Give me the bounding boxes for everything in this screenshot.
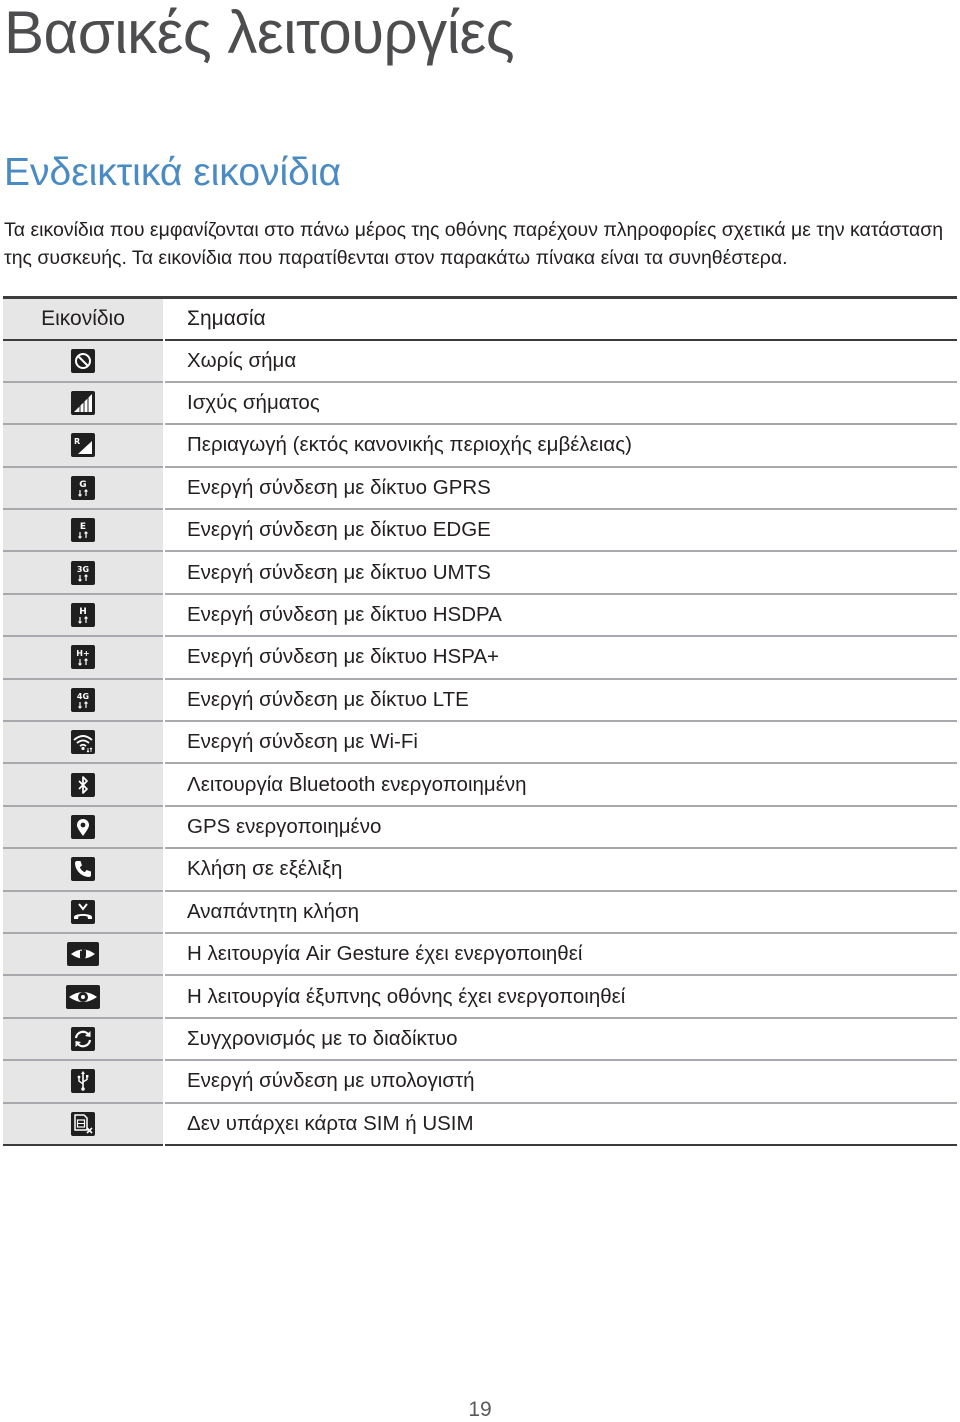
gprs-letter: G xyxy=(79,479,87,490)
lte-letter: 4G xyxy=(76,691,90,701)
table-row xyxy=(3,467,957,509)
row-meaning: Περιαγωγή (εκτός κανονικής περιοχής εμβέλειας) xyxy=(187,433,632,457)
air-gesture-icon xyxy=(67,942,99,966)
table-row xyxy=(3,1018,957,1060)
row-meaning: Η λειτουργία έξυπνης οθόνης έχει ενεργοποιηθεί xyxy=(187,984,626,1008)
table-row xyxy=(3,721,957,763)
umts-letter: 3G xyxy=(76,564,90,574)
row-meaning: Δεν υπάρχει κάρτα SIM ή USIM xyxy=(187,1111,474,1135)
table-row xyxy=(3,891,957,933)
roaming-icon xyxy=(71,433,95,457)
hspa-plus-icon xyxy=(71,645,95,669)
no-sim-icon xyxy=(71,1112,95,1136)
table-row xyxy=(3,806,957,848)
bluetooth-icon xyxy=(71,773,95,797)
gprs-icon xyxy=(71,476,95,500)
row-meaning: Ενεργή σύνδεση με υπολογιστή xyxy=(187,1069,475,1093)
table-row xyxy=(3,382,957,424)
intro-paragraph: Τα εικονίδια που εμφανίζονται στο πάνω μέρος της οθόνης παρέχουν πληροφορίες σχετικά με την κατάσταση της συσκευής. Τα εικονίδια που παρατίθενται στον παρακάτω πίνακα είναι τα συνηθέστερα. xyxy=(4,219,944,269)
chapter-title: Βασικές λειτουργίες xyxy=(4,0,515,66)
table-row xyxy=(3,933,957,975)
status-icons-table xyxy=(3,296,957,1146)
table-row xyxy=(3,509,957,551)
missed-call-icon xyxy=(71,900,95,924)
table-row xyxy=(3,763,957,805)
table-row xyxy=(3,551,957,593)
table-row xyxy=(3,975,957,1017)
table-row xyxy=(3,848,957,890)
umts-icon xyxy=(71,561,95,585)
gps-icon xyxy=(71,815,95,839)
row-meaning: Η λειτουργία Air Gesture έχει ενεργοποιηθεί xyxy=(187,942,583,966)
row-meaning: Λειτουργία Bluetooth ενεργοποιημένη xyxy=(187,772,527,796)
lte-icon xyxy=(71,688,95,712)
hsdpa-letter: H xyxy=(79,607,87,618)
row-meaning: Ενεργή σύνδεση με δίκτυο GPRS xyxy=(187,475,491,499)
table-row xyxy=(3,594,957,636)
table-row xyxy=(3,1103,957,1145)
roaming-letter: R xyxy=(74,437,81,447)
table-row xyxy=(3,424,957,466)
table-header-row xyxy=(3,298,957,340)
row-meaning: Ενεργή σύνδεση με Wi-Fi xyxy=(187,730,418,754)
edge-letter: E xyxy=(79,522,87,533)
header-meaning: Σημασία xyxy=(187,306,266,330)
row-meaning: Συγχρονισμός με το διαδίκτυο xyxy=(187,1026,458,1050)
row-meaning: GPS ενεργοποιημένο xyxy=(187,814,382,838)
page-number: 19 xyxy=(468,1398,492,1421)
row-meaning: Ενεργή σύνδεση με δίκτυο HSDPA xyxy=(187,603,502,627)
row-meaning: Ενεργή σύνδεση με δίκτυο EDGE xyxy=(187,518,491,542)
table-row xyxy=(3,340,957,382)
row-meaning: Ενεργή σύνδεση με δίκτυο HSPA+ xyxy=(187,645,500,669)
row-meaning: Ενεργή σύνδεση με δίκτυο UMTS xyxy=(187,560,491,584)
row-meaning: Ενεργή σύνδεση με δίκτυο LTE xyxy=(187,687,469,711)
row-meaning: Χωρίς σήμα xyxy=(187,348,297,372)
row-meaning: Αναπάντητη κλήση xyxy=(187,899,360,923)
no-signal-icon xyxy=(71,349,95,373)
row-meaning: Κλήση σε εξέλιξη xyxy=(187,857,343,881)
wifi-icon xyxy=(71,730,95,754)
hspa-plus-letter: H+ xyxy=(76,649,90,659)
call-in-progress-icon xyxy=(71,857,95,881)
header-icon: Εικονίδιο xyxy=(3,298,164,340)
table-row xyxy=(3,679,957,721)
table-row xyxy=(3,1060,957,1102)
section-title: Ενδεικτικά εικονίδια xyxy=(4,151,342,194)
smart-screen-icon xyxy=(66,985,100,1009)
row-meaning: Ισχύς σήματος xyxy=(187,391,320,415)
usb-icon xyxy=(71,1069,95,1093)
edge-icon xyxy=(71,518,95,542)
table-row xyxy=(3,636,957,678)
sync-icon xyxy=(71,1027,95,1051)
signal-strength-icon xyxy=(71,391,95,415)
hsdpa-icon xyxy=(71,603,95,627)
